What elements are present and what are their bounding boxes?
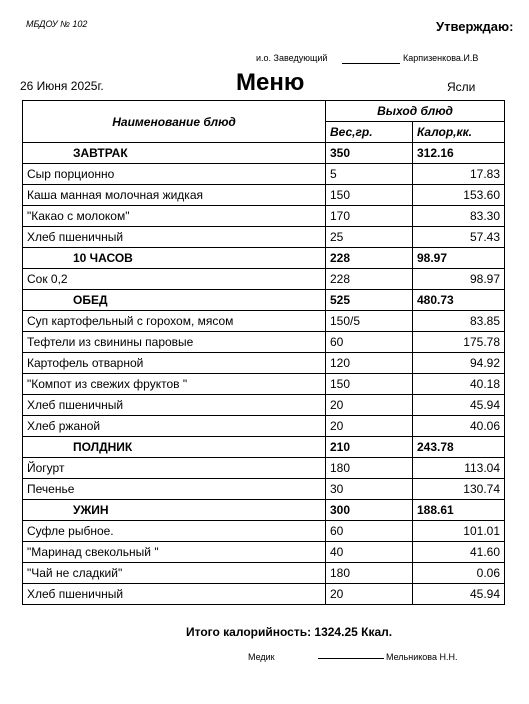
section-row — [23, 290, 505, 311]
dish-name: Хлеб пшеничный — [23, 395, 326, 416]
dish-name: Сок 0,2 — [23, 269, 326, 290]
section-row — [23, 143, 505, 164]
dish-name: Йогурт — [23, 458, 326, 479]
dish-kcal: 188.61 — [413, 500, 505, 521]
dish-weight: 210 — [326, 437, 413, 458]
column-header-dish-name: Наименование блюд — [23, 101, 326, 143]
section-name: ОБЕД — [23, 290, 326, 311]
table-row — [23, 374, 505, 395]
section-row — [23, 437, 505, 458]
dish-weight: 525 — [326, 290, 413, 311]
dish-kcal: 45.94 — [413, 395, 505, 416]
dish-name: Картофель отварной — [23, 353, 326, 374]
dish-name: Хлеб пшеничный — [23, 227, 326, 248]
table-row — [23, 479, 505, 500]
dish-kcal: 175.78 — [413, 332, 505, 353]
total-calories: Итого калорийность: 1324.25 Ккал. — [186, 625, 393, 639]
table-row — [23, 395, 505, 416]
dish-weight: 120 — [326, 353, 413, 374]
dish-weight: 20 — [326, 416, 413, 437]
dish-kcal: 130.74 — [413, 479, 505, 500]
dish-name: "Какао с молоком" — [23, 206, 326, 227]
dish-weight: 228 — [326, 269, 413, 290]
page-title: Меню — [236, 69, 305, 96]
dish-weight: 170 — [326, 206, 413, 227]
section-name: ПОЛДНИК — [23, 437, 326, 458]
dish-kcal: 480.73 — [413, 290, 505, 311]
dish-kcal: 41.60 — [413, 542, 505, 563]
dish-kcal: 17.83 — [413, 164, 505, 185]
approval-heading: Утверждаю: — [436, 19, 514, 34]
dish-weight: 40 — [326, 542, 413, 563]
dish-name: Суп картофельный с горохом, мясом — [23, 311, 326, 332]
table-row — [23, 563, 505, 584]
medic-signature-line — [318, 658, 384, 659]
dish-name: Каша манная молочная жидкая — [23, 185, 326, 206]
dish-weight: 350 — [326, 143, 413, 164]
section-row — [23, 500, 505, 521]
dish-name: "Компот из свежих фруктов " — [23, 374, 326, 395]
table-row — [23, 353, 505, 374]
dish-weight: 30 — [326, 479, 413, 500]
age-group: Ясли — [447, 80, 476, 94]
medic-role: Медик — [248, 652, 275, 662]
table-row — [23, 416, 505, 437]
dish-weight: 300 — [326, 500, 413, 521]
director-role: и.о. Заведующий — [256, 53, 328, 63]
dish-name: Хлеб ржаной — [23, 416, 326, 437]
dish-kcal: 94.92 — [413, 353, 505, 374]
director-name: Карпизенкова.И.В — [403, 53, 479, 63]
table-row — [23, 206, 505, 227]
table-row — [23, 269, 505, 290]
dish-weight: 150 — [326, 185, 413, 206]
dish-name: Суфле рыбное. — [23, 521, 326, 542]
dish-kcal: 40.06 — [413, 416, 505, 437]
menu-table-body — [23, 143, 505, 605]
table-row — [23, 227, 505, 248]
section-name: УЖИН — [23, 500, 326, 521]
table-row — [23, 311, 505, 332]
dish-weight: 180 — [326, 458, 413, 479]
menu-table — [22, 100, 505, 605]
dish-kcal: 98.97 — [413, 269, 505, 290]
dish-weight: 60 — [326, 521, 413, 542]
menu-date: 26 Июня 2025г. — [20, 79, 104, 93]
dish-name: Сыр порционно — [23, 164, 326, 185]
dish-kcal: 57.43 — [413, 227, 505, 248]
table-row — [23, 164, 505, 185]
dish-kcal: 0.06 — [413, 563, 505, 584]
dish-kcal: 101.01 — [413, 521, 505, 542]
dish-weight: 150/5 — [326, 311, 413, 332]
dish-name: Тефтели из свинины паровые — [23, 332, 326, 353]
column-header-weight: Вес,гр. — [326, 122, 413, 143]
director-signature-line — [342, 63, 400, 64]
dish-kcal: 83.85 — [413, 311, 505, 332]
section-name: ЗАВТРАК — [23, 143, 326, 164]
column-header-kcal: Калор,кк. — [413, 122, 505, 143]
dish-weight: 228 — [326, 248, 413, 269]
table-row — [23, 458, 505, 479]
dish-weight: 150 — [326, 374, 413, 395]
table-row — [23, 332, 505, 353]
dish-weight: 20 — [326, 584, 413, 605]
dish-kcal: 45.94 — [413, 584, 505, 605]
dish-kcal: 83.30 — [413, 206, 505, 227]
dish-kcal: 113.04 — [413, 458, 505, 479]
dish-name: "Маринад свекольный " — [23, 542, 326, 563]
dish-weight: 5 — [326, 164, 413, 185]
table-row — [23, 584, 505, 605]
dish-weight: 20 — [326, 395, 413, 416]
section-name: 10 ЧАСОВ — [23, 248, 326, 269]
dish-weight: 180 — [326, 563, 413, 584]
dish-kcal: 40.18 — [413, 374, 505, 395]
column-header-output: Выход блюд — [326, 101, 505, 122]
table-row — [23, 521, 505, 542]
dish-name: Хлеб пшеничный — [23, 584, 326, 605]
section-row — [23, 248, 505, 269]
dish-name: "Чай не сладкий" — [23, 563, 326, 584]
dish-name: Печенье — [23, 479, 326, 500]
dish-kcal: 243.78 — [413, 437, 505, 458]
dish-kcal: 153.60 — [413, 185, 505, 206]
table-row — [23, 185, 505, 206]
organization-label: МБДОУ № 102 — [26, 19, 88, 29]
dish-weight: 25 — [326, 227, 413, 248]
dish-kcal: 312.16 — [413, 143, 505, 164]
table-row — [23, 542, 505, 563]
medic-name: Мельникова Н.Н. — [386, 652, 458, 662]
dish-weight: 60 — [326, 332, 413, 353]
dish-kcal: 98.97 — [413, 248, 505, 269]
